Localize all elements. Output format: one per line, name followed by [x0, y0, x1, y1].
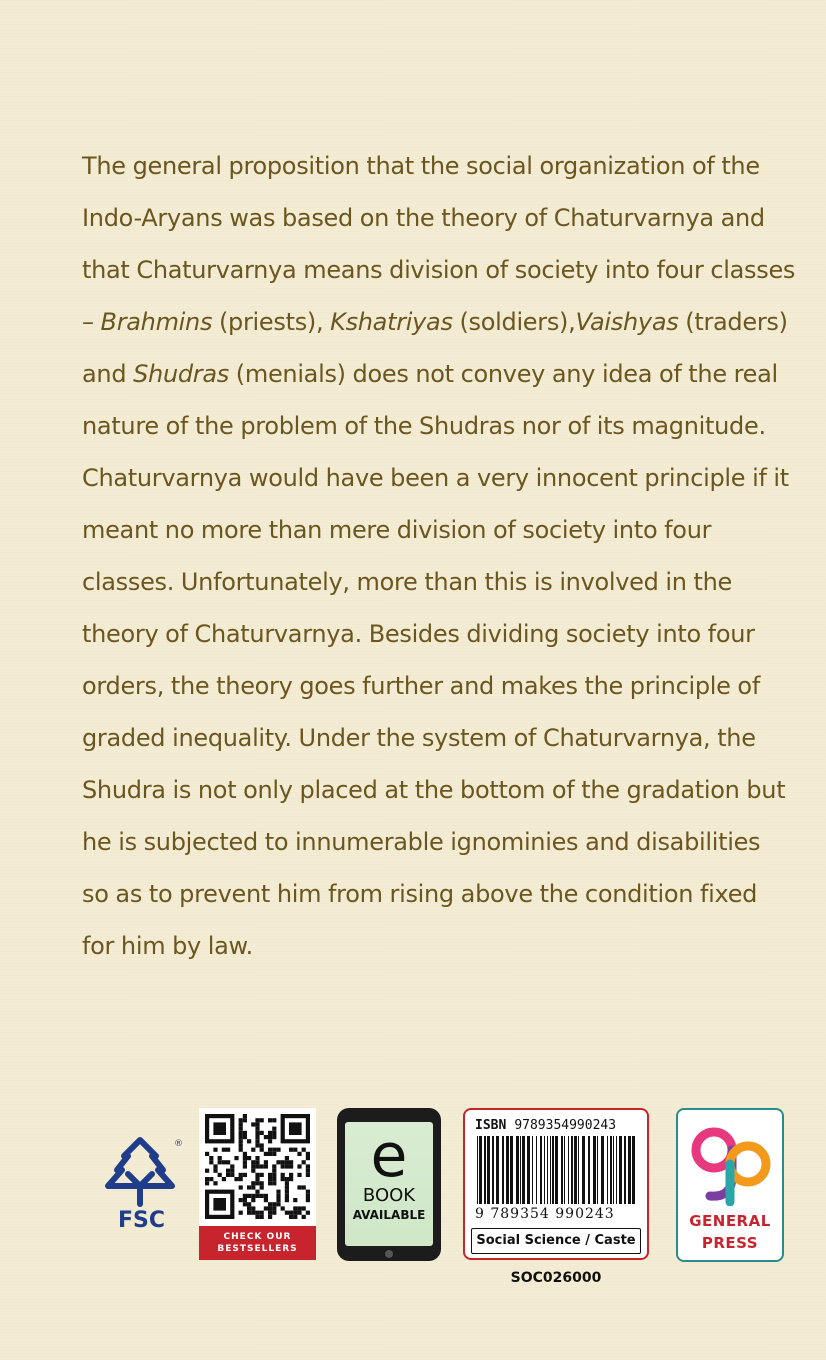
blurb-text: (priests),: [212, 308, 331, 336]
barcode-icon: [475, 1136, 641, 1208]
blurb-line: Chaturvarnya would have been a very innocent principle if it: [82, 464, 789, 492]
blurb-text: (menials) does not convey any idea of the real: [228, 360, 778, 388]
blurb-line: [82, 348, 818, 400]
isbn-digits: 9 789354 990243: [475, 1206, 615, 1222]
blurb-line: graded inequality. Under the system of Chaturvarnya, the: [82, 724, 756, 752]
term-kshatriyas: Kshatriyas: [330, 308, 453, 336]
publisher-logo: [676, 1108, 784, 1262]
fsc-label: FSC: [118, 1208, 166, 1233]
term-shudras: Shudras: [133, 360, 229, 388]
banner-line: BESTSELLERS: [217, 1244, 298, 1254]
ebook-letter: e: [370, 1121, 408, 1191]
blurb-line: theory of Chaturvarnya. Besides dividing society into four: [82, 620, 755, 648]
gp-logo-icon: [686, 1120, 774, 1206]
isbn-prefix: ISBN: [475, 1118, 507, 1133]
tablet-home-button-icon: [385, 1250, 393, 1258]
ebook-word: BOOK: [362, 1185, 416, 1206]
isbn-barcode-box: [463, 1108, 649, 1260]
tablet-icon: [345, 1122, 433, 1246]
fsc-logo: [100, 1134, 184, 1234]
blurb-text: –: [82, 308, 101, 336]
check-bestsellers-banner: [199, 1226, 316, 1260]
qr-code-card[interactable]: [199, 1108, 316, 1260]
subject-category: Social Science / Caste: [471, 1228, 641, 1254]
blurb-line: [82, 296, 818, 348]
publisher-name: [678, 1210, 782, 1254]
blurb-line: he is subjected to innumerable ignominies and disabilities: [82, 828, 761, 856]
blurb-line: classes. Unfortunately, more than this is involved in the: [82, 568, 732, 596]
blurb-line: orders, the theory goes further and makes the principle of: [82, 672, 760, 700]
blurb-line: so as to prevent him from rising above the condition fixed: [82, 880, 758, 908]
blurb-line: that Chaturvarnya means division of society into four classes: [82, 256, 796, 284]
isbn-label: [475, 1118, 616, 1133]
blurb-line: nature of the problem of the Shudras nor of its magnitude.: [82, 412, 766, 440]
banner-line: CHECK OUR: [223, 1232, 292, 1242]
fsc-tree-icon: [100, 1134, 184, 1208]
blurb-line: Indo-Aryans was based on the theory of Chaturvarnya and: [82, 204, 765, 232]
blurb-line: meant no more than mere division of society into four: [82, 516, 712, 544]
svg-text:®: ®: [174, 1139, 183, 1149]
qr-code-icon[interactable]: [205, 1114, 310, 1219]
publisher-name-line: GENERAL: [689, 1212, 771, 1230]
term-brahmins: Brahmins: [100, 308, 213, 336]
blurb-text: (soldiers),: [452, 308, 576, 336]
term-vaishyas: Vaishyas: [575, 308, 679, 336]
bisac-code: SOC026000: [510, 1270, 602, 1286]
blurb-text: and: [82, 360, 134, 388]
back-cover-blurb: [82, 140, 818, 972]
ebook-status: AVAILABLE: [352, 1208, 426, 1222]
blurb-line: for him by law.: [82, 932, 254, 960]
isbn-number: 9789354990243: [514, 1118, 617, 1133]
blurb-line: The general proposition that the social organization of the: [82, 152, 760, 180]
publisher-name-line: PRESS: [701, 1234, 759, 1252]
ebook-available-badge: [337, 1108, 441, 1261]
blurb-text: (traders): [678, 308, 788, 336]
blurb-line: Shudra is not only placed at the bottom of the gradation but: [82, 776, 786, 804]
